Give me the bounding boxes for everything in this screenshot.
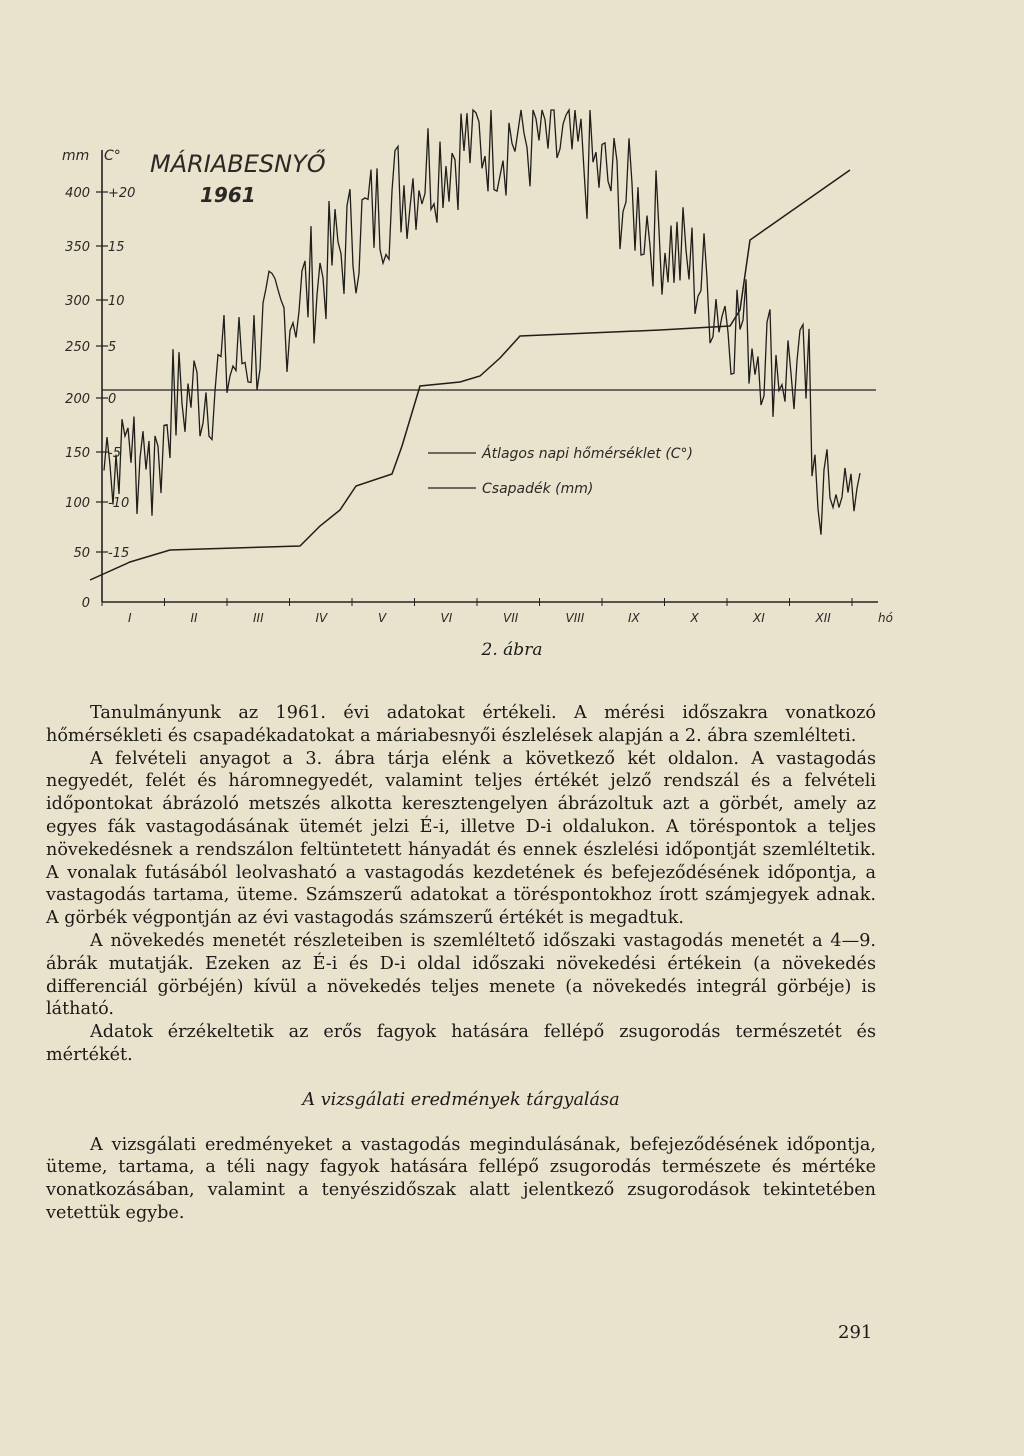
month-label: VII — [503, 611, 519, 625]
section-heading: A vizsgálati eredmények tárgyalása — [302, 1089, 620, 1110]
celsius-tick-label: -5 — [108, 446, 121, 461]
mm-tick-label: 250 — [65, 340, 90, 355]
month-label: V — [378, 611, 387, 625]
month-label: IV — [315, 611, 328, 625]
month-label: III — [253, 611, 264, 625]
mm-tick-label: 400 — [65, 186, 90, 201]
paragraph-2: A felvételi anyagot a 3. ábra tárja elénk a következő két oldalon. A vastagodás negyedét, felét és háromnegyedét, valamint teljes értékét jelző rendszál és a felvételi időpontokat ábrázoló metszés alkotta keresztengelyen ábrázoltuk azt a görbét, amely az egyes fák vastagodásának ütemét jelzi É-i, illetve D-i oldalukon. A töréspontok a teljes növekedésnek a rendszálon feltüntetett hányadát és ennek észlelési időpontját szemléltetik. A vonalak futásából leolvasható a vastagodás kezdetének és befejeződésének időpontja, a vastagodás tartama, üteme. Számszerű adatokat a töréspontokhoz írott számjegyek adnak. A görbék végpontján az évi vastagodás számszerű értékét is megadtuk. — [46, 748, 876, 929]
legend — [428, 445, 693, 497]
month-label: VI — [440, 611, 453, 625]
climate-figure — [40, 90, 900, 650]
precipitation-series-line — [90, 170, 850, 580]
month-label: XI — [753, 611, 765, 625]
month-label: VIII — [565, 611, 585, 625]
celsius-tick-label: 15 — [108, 240, 125, 255]
figure-year: 1961 — [200, 183, 256, 207]
celsius-tick-label: 0 — [108, 392, 117, 407]
mm-tick-label: 0 — [81, 596, 90, 611]
mm-tick-label: 300 — [65, 294, 90, 309]
celsius-axis-labels — [108, 186, 135, 561]
month-label: IX — [628, 611, 640, 625]
month-label: hó — [878, 611, 893, 625]
mm-tick-label: 150 — [65, 446, 90, 461]
paragraph-3: A növekedés menetét részleteiben is szemléltető időszaki vastagodás menetét a 4—9. ábrák mutatják. Ezeken az É-i és D-i oldal időszaki növekedési értékein (a növekedés differenciál görbéjén) kívül a növekedés teljes menete (a növekedés integrál görbéje) is látható. — [46, 930, 876, 1020]
celsius-tick-label: -15 — [108, 546, 130, 561]
paragraph-5: A vizsgálati eredményeket a vastagodás megindulásának, befejeződésének időpontja, üteme, tartama, a téli nagy fagyok hatására fellépő zsugorodás természete és mértéke vonatkozásában, valamint a tenyészidőszak alatt jelentkező zsugorodások tekintetében vetettük egybe. — [46, 1134, 876, 1223]
month-label: X — [690, 611, 699, 625]
month-label: XII — [815, 611, 831, 625]
month-label: I — [128, 611, 132, 625]
paragraph-1: Tanulmányunk az 1961. évi adatokat értékeli. A mérési időszakra vonatkozó hőmérsékleti és csapadékadatokat a máriabesnyői észlelések alapján a 2. ábra szemlélteti. — [46, 703, 876, 746]
axis-ticks — [96, 192, 852, 606]
mm-tick-label: 100 — [65, 496, 90, 511]
month-axis-labels — [128, 611, 893, 625]
month-label: II — [190, 611, 198, 625]
mm-tick-label: 350 — [65, 240, 90, 255]
mm-tick-label: 50 — [73, 546, 90, 561]
mm-tick-label: 200 — [65, 392, 90, 407]
paragraph-4: Adatok érzékeltetik az erős fagyok hatására fellépő zsugorodás természetét és mértékét. — [46, 1022, 876, 1065]
unit-mm: mm — [62, 148, 90, 164]
celsius-tick-label: 5 — [108, 340, 117, 355]
body-text — [46, 702, 876, 1225]
unit-celsius: C° — [104, 148, 121, 164]
page-number: 291 — [838, 1322, 873, 1343]
mm-axis-labels — [65, 186, 90, 611]
celsius-tick-label: -10 — [108, 496, 130, 511]
legend-precipitation-label: Csapadék (mm) — [482, 481, 594, 497]
legend-temperature-label: Átlagos napi hőmérséklet (C°) — [482, 446, 694, 462]
celsius-tick-label: 10 — [108, 294, 125, 309]
figure-title: MÁRIABESNYŐ — [150, 150, 326, 178]
figure-caption: 2. ábra — [481, 640, 543, 660]
celsius-tick-label: +20 — [108, 186, 136, 201]
climate-chart — [40, 90, 900, 650]
